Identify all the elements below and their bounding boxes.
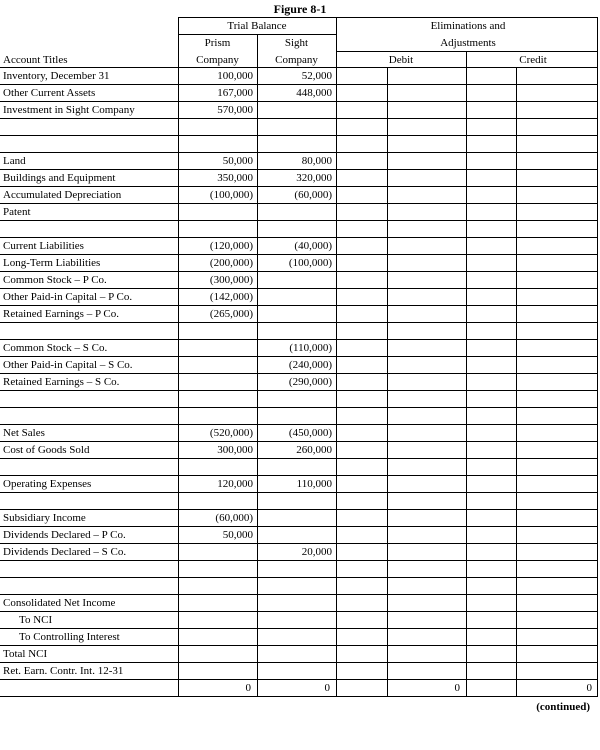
prism-amount: (265,000)	[209, 308, 253, 320]
header-debit: Debit	[388, 54, 414, 66]
header-sight-line1: Sight	[284, 37, 309, 49]
prism-amount	[178, 544, 253, 560]
sight-amount: 320,000	[296, 172, 332, 184]
prism-amount	[178, 561, 253, 577]
sight-amount	[257, 391, 332, 407]
header-prism-line2: Company	[196, 54, 239, 66]
account-title: Common Stock – S Co.	[3, 342, 108, 354]
header-account-titles: Account Titles	[3, 54, 68, 66]
account-title: Land	[3, 155, 26, 167]
prism-amount	[178, 204, 253, 220]
prism-amount	[178, 357, 253, 373]
sight-amount	[257, 663, 332, 679]
account-title: Other Current Assets	[3, 87, 96, 99]
sight-amount: 110,000	[296, 478, 332, 490]
prism-amount	[178, 391, 253, 407]
account-title: Accumulated Depreciation	[3, 189, 122, 201]
account-title: Inventory, December 31	[3, 70, 110, 82]
account-title	[3, 408, 177, 424]
sight-amount	[257, 646, 332, 662]
prism-amount: (100,000)	[209, 189, 253, 201]
account-title	[3, 221, 177, 237]
prism-amount	[178, 459, 253, 475]
prism-amount	[178, 493, 253, 509]
account-title: Other Paid-in Capital – S Co.	[3, 359, 133, 371]
account-title: Operating Expenses	[3, 478, 92, 490]
sight-amount: (40,000)	[294, 240, 332, 252]
total-debit: 0	[454, 682, 460, 694]
account-title	[3, 136, 177, 152]
account-title	[3, 459, 177, 475]
account-title	[3, 119, 177, 135]
header-eliminations-line2: Adjustments	[440, 37, 496, 49]
sight-amount	[257, 510, 332, 526]
account-title: Other Paid-in Capital – P Co.	[3, 291, 133, 303]
sight-amount: 52,000	[301, 70, 332, 82]
sight-amount: (240,000)	[288, 359, 332, 371]
prism-amount: 300,000	[217, 444, 253, 456]
sight-amount	[257, 629, 332, 645]
account-title: Subsidiary Income	[3, 512, 86, 524]
account-title: Cost of Goods Sold	[3, 444, 90, 456]
sight-amount: (100,000)	[288, 257, 332, 269]
sight-amount	[257, 323, 332, 339]
prism-amount: 100,000	[217, 70, 253, 82]
prism-amount: (142,000)	[209, 291, 253, 303]
account-title	[3, 578, 177, 594]
prism-amount	[178, 323, 253, 339]
prism-amount	[178, 578, 253, 594]
sight-amount	[257, 408, 332, 424]
sight-amount	[257, 102, 332, 118]
header-trial-balance: Trial Balance	[227, 20, 287, 32]
prism-amount: 167,000	[217, 87, 253, 99]
sight-amount	[257, 306, 332, 322]
prism-amount: 50,000	[222, 529, 253, 541]
sight-amount: (60,000)	[294, 189, 332, 201]
account-title	[3, 323, 177, 339]
header-prism-line1: Prism	[204, 37, 231, 49]
account-title: Investment in Sight Company	[3, 104, 135, 116]
account-title: Consolidated Net Income	[3, 597, 116, 609]
prism-amount: (60,000)	[215, 512, 253, 524]
sight-amount: 448,000	[296, 87, 332, 99]
account-title: Patent	[3, 206, 31, 218]
account-title: Net Sales	[3, 427, 45, 439]
prism-amount	[178, 374, 253, 390]
account-title	[3, 561, 177, 577]
prism-amount: 120,000	[217, 478, 253, 490]
sight-amount: (290,000)	[288, 376, 332, 388]
sight-amount	[257, 459, 332, 475]
sight-amount	[257, 221, 332, 237]
prism-amount	[178, 136, 253, 152]
header-sight-line2: Company	[275, 54, 318, 66]
account-title: Long-Term Liabilities	[3, 257, 101, 269]
prism-amount	[178, 663, 253, 679]
header-credit: Credit	[519, 54, 547, 66]
prism-amount: (520,000)	[209, 427, 253, 439]
sight-amount	[257, 204, 332, 220]
prism-amount	[178, 119, 253, 135]
account-title: To Controlling Interest	[19, 631, 120, 643]
account-title: Ret. Earn. Contr. Int. 12-31	[3, 665, 124, 677]
account-title: Buildings and Equipment	[3, 172, 116, 184]
sight-amount	[257, 527, 332, 543]
prism-amount	[178, 408, 253, 424]
figure-title: Figure 8-1	[273, 2, 327, 16]
prism-amount	[178, 646, 253, 662]
prism-amount: (300,000)	[209, 274, 253, 286]
account-title: Retained Earnings – S Co.	[3, 376, 120, 388]
sight-amount	[257, 119, 332, 135]
total-credit: 0	[586, 682, 592, 694]
sight-amount: (110,000)	[289, 342, 332, 354]
prism-amount	[178, 221, 253, 237]
sight-amount	[257, 136, 332, 152]
account-title: Current Liabilities	[3, 240, 84, 252]
sight-amount: 20,000	[301, 546, 332, 558]
sight-amount: 80,000	[301, 155, 332, 167]
prism-amount	[178, 595, 253, 611]
sight-amount	[257, 595, 332, 611]
continued-label: (continued)	[536, 701, 590, 713]
account-title	[3, 391, 177, 407]
header-eliminations-line1: Eliminations and	[430, 20, 506, 32]
prism-amount: 350,000	[217, 172, 253, 184]
prism-amount: 570,000	[217, 104, 253, 116]
sight-amount	[257, 289, 332, 305]
account-title: Dividends Declared – S Co.	[3, 546, 127, 558]
account-title: Dividends Declared – P Co.	[3, 529, 126, 541]
sight-amount	[257, 493, 332, 509]
account-title: Total NCI	[3, 648, 48, 660]
total-prism: 0	[245, 682, 251, 694]
prism-amount: (200,000)	[209, 257, 253, 269]
sight-amount: (450,000)	[288, 427, 332, 439]
sight-amount	[257, 578, 332, 594]
prism-amount: 50,000	[222, 155, 253, 167]
prism-amount	[178, 340, 253, 356]
account-title	[3, 493, 177, 509]
account-title: Retained Earnings – P Co.	[3, 308, 119, 320]
account-title: To NCI	[19, 614, 53, 626]
sight-amount	[257, 561, 332, 577]
sight-amount	[257, 272, 332, 288]
total-sight: 0	[324, 682, 330, 694]
sight-amount	[257, 612, 332, 628]
prism-amount	[178, 612, 253, 628]
account-title: Common Stock – P Co.	[3, 274, 107, 286]
sight-amount: 260,000	[296, 444, 332, 456]
prism-amount	[178, 629, 253, 645]
prism-amount: (120,000)	[209, 240, 253, 252]
